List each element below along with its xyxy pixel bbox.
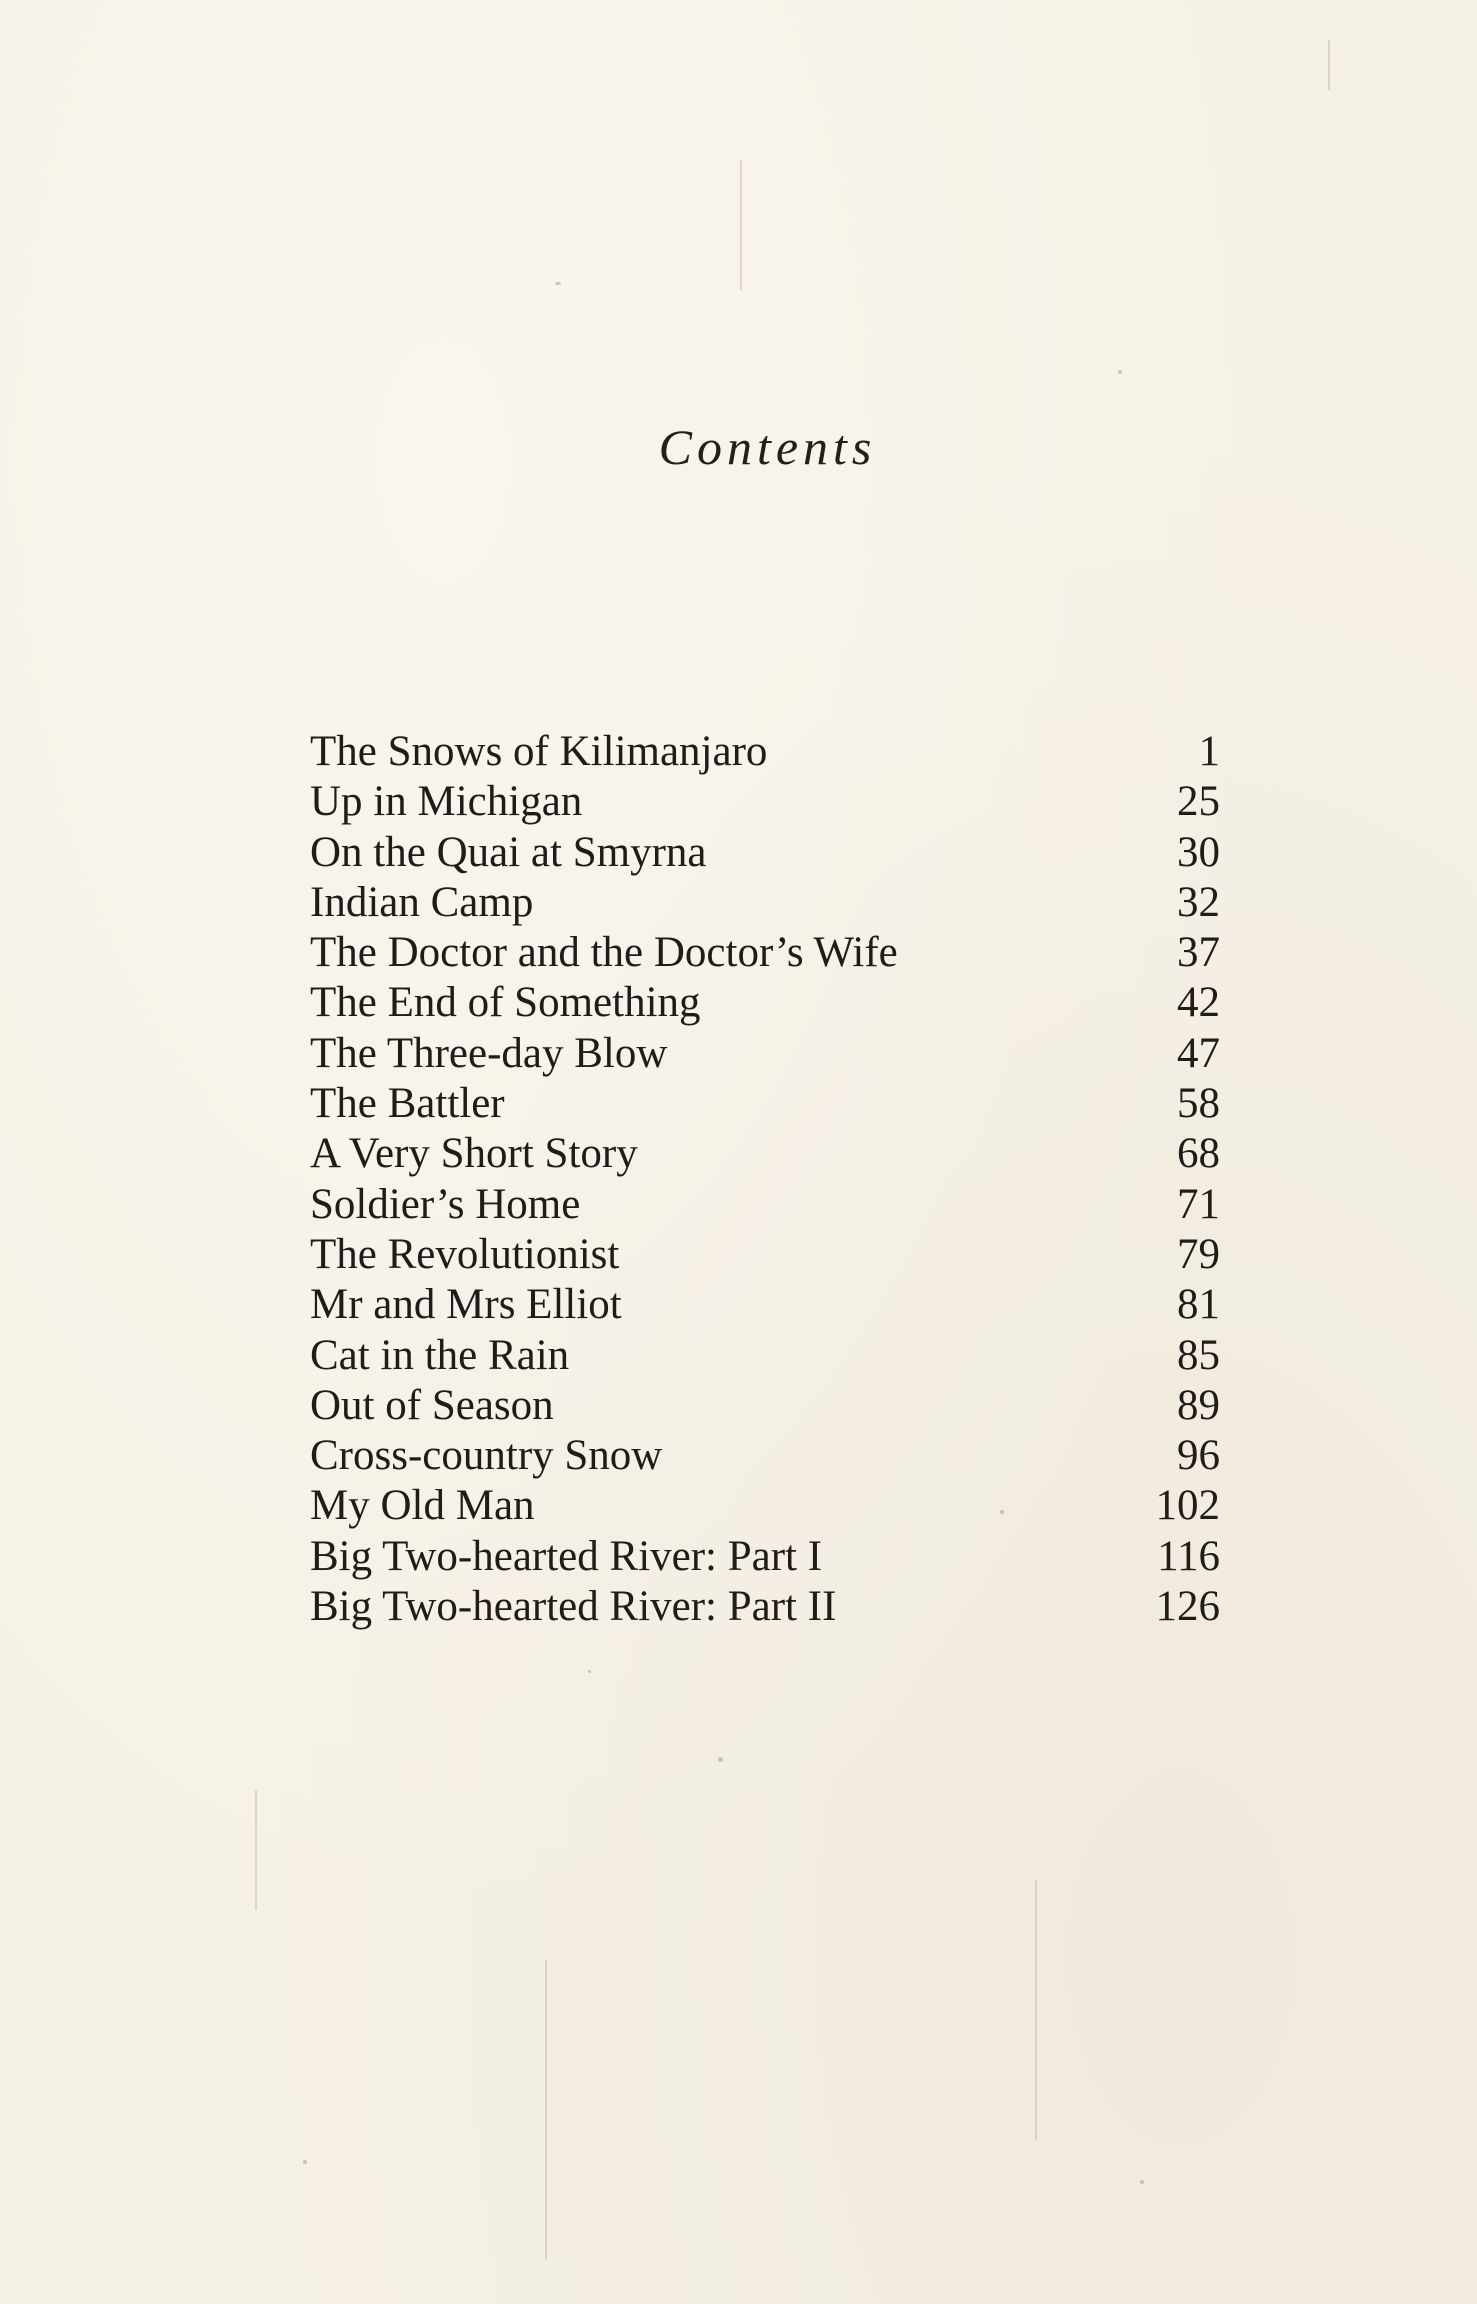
toc-entry-title: Mr and Mrs Elliot (310, 1281, 622, 1329)
toc-entry-title: My Old Man (310, 1482, 535, 1530)
toc-entry-title: The Doctor and the Doctor’s Wife (310, 929, 898, 977)
toc-entry-title: Up in Michigan (310, 778, 583, 826)
toc-entry-title: Big Two-hearted River: Part I (310, 1532, 823, 1580)
paper-speck (303, 2160, 307, 2164)
toc-entry-title: The Snows of Kilimanjaro (310, 728, 768, 775)
paper-scratch (545, 1960, 547, 2260)
toc-entry-page: 42 (1177, 979, 1220, 1027)
paper-speck (1140, 2180, 1144, 2184)
paper-speck (718, 1757, 723, 1762)
toc-entry (310, 1029, 1220, 1079)
toc-entry-title: Out of Season (310, 1381, 554, 1429)
paper-scratch (1035, 1880, 1037, 2140)
toc-entry-page: 32 (1177, 878, 1220, 926)
toc-entry-page: 37 (1177, 929, 1220, 977)
toc-entry-title: Big Two-hearted River: Part II (310, 1583, 837, 1631)
toc-entry (310, 1280, 1220, 1330)
toc-entry-page: 116 (1157, 1532, 1220, 1580)
toc-entry (310, 1180, 1220, 1230)
toc-entry-page: 126 (1155, 1583, 1220, 1631)
toc-entry (310, 1532, 1220, 1582)
toc-entry (310, 777, 1220, 827)
toc-entry (310, 1431, 1220, 1481)
paper-speck (555, 282, 561, 285)
contents-heading: Contents (658, 419, 877, 475)
toc-entry (310, 1582, 1220, 1632)
paper-speck (1118, 370, 1122, 374)
toc-entry-page: 81 (1177, 1281, 1220, 1329)
toc-entry-page: 102 (1155, 1482, 1220, 1530)
table-of-contents (310, 727, 1220, 1632)
toc-entry-title: Cat in the Rain (310, 1331, 570, 1379)
toc-entry-title: The Revolutionist (310, 1230, 620, 1278)
toc-entry-title: The Battler (310, 1080, 505, 1128)
toc-entry-page: 30 (1177, 828, 1220, 876)
toc-entry-page: 71 (1177, 1180, 1220, 1228)
toc-entry (310, 1331, 1220, 1381)
toc-entry (310, 928, 1220, 978)
toc-entry-page: 68 (1177, 1130, 1220, 1178)
toc-entry-title: Soldier’s Home (310, 1180, 581, 1228)
paper-speck (588, 1670, 591, 1673)
toc-entry (310, 1481, 1220, 1531)
toc-entry-page: 47 (1177, 1029, 1220, 1077)
toc-entry-title: The End of Something (310, 979, 701, 1027)
paper-scratch (1328, 40, 1330, 90)
toc-entry-title: Indian Camp (310, 878, 534, 926)
toc-entry (310, 1129, 1220, 1179)
toc-entry-page: 96 (1177, 1432, 1220, 1480)
toc-entry-title: A Very Short Story (310, 1130, 638, 1178)
toc-entry-page: 79 (1177, 1230, 1220, 1278)
toc-entry-page: 25 (1177, 778, 1220, 826)
toc-entry-title: Cross-country Snow (310, 1432, 663, 1480)
toc-entry (310, 878, 1220, 928)
paper-scratch (740, 160, 742, 290)
toc-entry-page: 58 (1177, 1080, 1220, 1128)
toc-entry (310, 1230, 1220, 1280)
toc-entry (310, 828, 1220, 878)
toc-entry (310, 1381, 1220, 1431)
toc-entry-page: 85 (1177, 1331, 1220, 1379)
paper-scratch (255, 1790, 257, 1910)
toc-entry-title: The Three-day Blow (310, 1029, 668, 1077)
toc-entry-page: 1 (1198, 728, 1220, 775)
toc-entry-page: 89 (1177, 1381, 1220, 1429)
toc-entry (310, 727, 1220, 777)
toc-entry (310, 1079, 1220, 1129)
toc-entry (310, 978, 1220, 1028)
toc-entry-title: On the Quai at Smyrna (310, 828, 707, 876)
